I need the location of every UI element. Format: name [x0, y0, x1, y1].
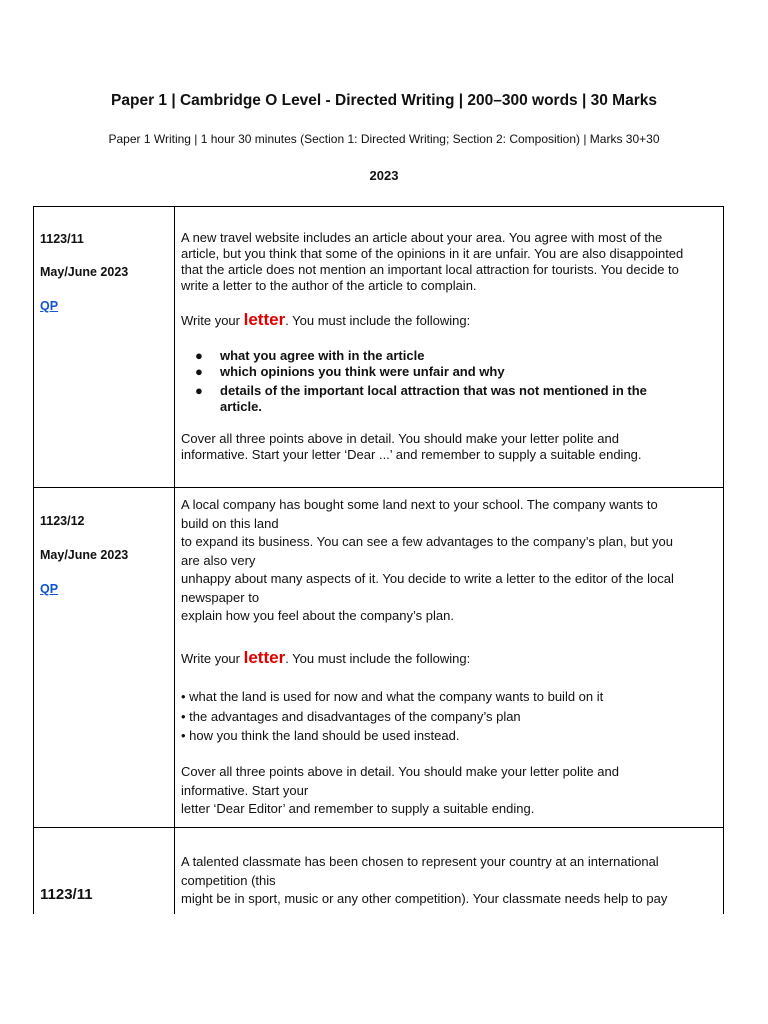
- bullet-text: details of the important local attraction that was not mentioned in the: [220, 383, 647, 398]
- letter-keyword: letter: [243, 310, 286, 329]
- exam-session: May/June 2023: [40, 265, 129, 279]
- prompt-line: explain how you feel about the company’s plan.: [181, 608, 454, 623]
- table-row: [34, 828, 723, 914]
- prompt-text: [181, 853, 715, 909]
- closing-line: Cover all three points above in detail. You should make your letter polite and: [181, 764, 619, 779]
- prompt-line: article, but you think that some of the opinions in it are unfair. You are also disappointed: [181, 246, 684, 261]
- paper-code: 1123/12: [40, 514, 85, 528]
- prompt-line: A talented classmate has been chosen to represent your country at an international: [181, 854, 659, 869]
- bullet-item: • how you think the land should be used instead.: [181, 728, 460, 743]
- question-cell: [175, 488, 723, 827]
- prompt-line: that the article does not mention an important local attraction for tourists. You decide to: [181, 262, 679, 277]
- closing-line: informative. Start your: [181, 782, 309, 798]
- write-suffix: . You must include the following:: [285, 651, 471, 666]
- bullet-text: which opinions you think were unfair and why: [220, 364, 505, 379]
- paper-code: 1123/11: [40, 886, 93, 903]
- bullet-dot-icon: ●: [195, 364, 203, 379]
- prompt-line: competition (this: [181, 872, 276, 888]
- paper-info-cell: [34, 828, 175, 914]
- question-paper-link[interactable]: QP: [40, 299, 59, 313]
- questions-table: [33, 206, 724, 914]
- year-heading: 2023: [369, 168, 399, 183]
- table-row: [34, 488, 723, 828]
- write-prefix: Write your: [181, 651, 244, 666]
- bullet-item: [195, 348, 713, 364]
- bullet-dot-icon: ●: [195, 383, 203, 398]
- prompt-line: A local company has bought some land next to your school. The company wants to: [181, 497, 658, 512]
- prompt-line: unhappy about many aspects of it. You decide to write a letter to the editor of the local: [181, 571, 674, 586]
- bullet-item: • the advantages and disadvantages of the company’s plan: [181, 708, 521, 724]
- closing-line: informative. Start your letter ‘Dear ...’ and remember to supply a suitable ending.: [181, 447, 642, 462]
- prompt-text: [181, 496, 715, 626]
- bullet-text: article.: [220, 399, 262, 414]
- paper-info-cell: [34, 207, 175, 487]
- prompt-line: write a letter to the author of the article to complain.: [181, 278, 477, 293]
- bullet-item: • what the land is used for now and what the company wants to build on it: [181, 689, 604, 704]
- paper-code: 1123/11: [40, 232, 84, 246]
- closing-line: Cover all three points above in detail. You should make your letter polite and: [181, 431, 619, 446]
- letter-keyword: letter: [243, 648, 286, 667]
- prompt-text: [181, 230, 715, 294]
- closing-text: [181, 431, 715, 463]
- prompt-line: build on this land: [181, 515, 279, 531]
- closing-text: [181, 763, 715, 819]
- page-title: Paper 1 | Cambridge O Level - Directed Writing | 200–300 words | 30 Marks: [111, 92, 657, 109]
- question-paper-link[interactable]: QP: [40, 582, 59, 596]
- prompt-line: newspaper to: [181, 589, 260, 605]
- bullet-dot-icon: ●: [195, 348, 203, 363]
- bullet-text: what you agree with in the article: [220, 348, 425, 363]
- bullet-list: [181, 687, 715, 746]
- write-instruction: [181, 650, 715, 667]
- bullet-item: [195, 383, 713, 399]
- bullet-continuation: [195, 399, 713, 415]
- table-row: [34, 207, 723, 488]
- write-prefix: Write your: [181, 313, 244, 328]
- exam-session: May/June 2023: [40, 548, 129, 562]
- closing-line: letter ‘Dear Editor’ and remember to supply a suitable ending.: [181, 801, 535, 816]
- prompt-line: are also very: [181, 552, 256, 568]
- prompt-line: A new travel website includes an article about your area. You agree with most of the: [181, 230, 663, 245]
- question-cell: [175, 207, 723, 487]
- write-instruction: [181, 312, 715, 329]
- bullet-item: [195, 364, 713, 380]
- paper-info-cell: [34, 488, 175, 827]
- prompt-line: might be in sport, music or any other competition). Your classmate needs help to pay: [181, 891, 668, 906]
- question-cell: [175, 828, 723, 914]
- page-subtitle: Paper 1 Writing | 1 hour 30 minutes (Section 1: Directed Writing; Section 2: Composition) | Marks 30+30: [108, 132, 660, 146]
- write-suffix: . You must include the following:: [285, 313, 471, 328]
- prompt-line: to expand its business. You can see a few advantages to the company’s plan, but you: [181, 534, 673, 549]
